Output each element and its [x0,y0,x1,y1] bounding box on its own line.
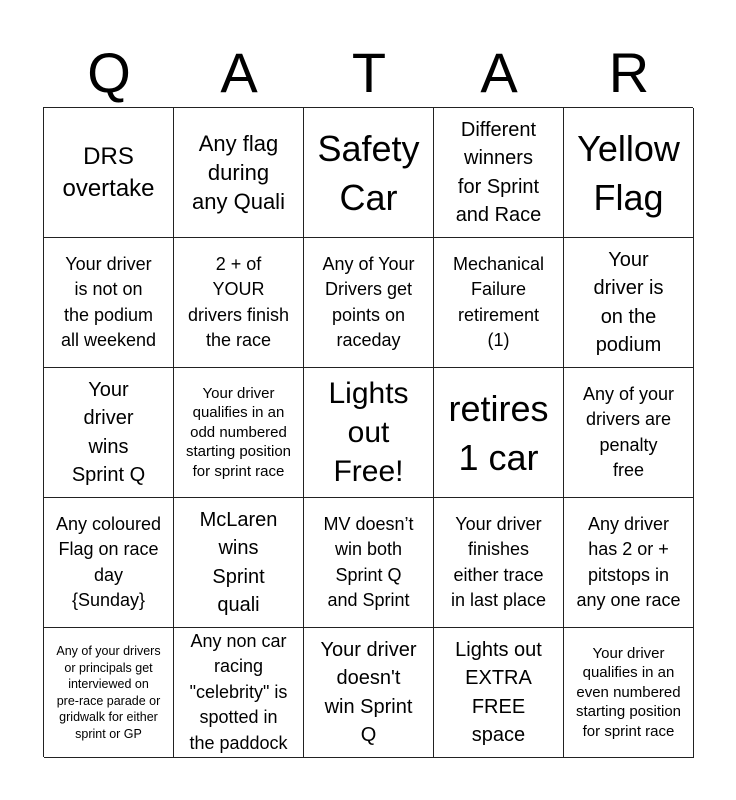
bingo-cell[interactable] [174,498,304,628]
cell-text: McLaren wins Sprint quali [199,508,278,616]
cell-text: Any coloured Flag on race day {Sunday} [55,513,162,610]
bingo-cell[interactable] [564,238,694,368]
header-letter: R [608,41,650,104]
bingo-cell[interactable] [564,368,694,498]
cell-text: Your driver qualifies in an odd numbered starting position for sprint race [185,384,292,480]
cell-text: Lights out EXTRA FREE space [455,638,542,746]
cell-text: Yellow Flag [577,127,680,218]
bingo-card-grid [43,107,693,757]
cell-text: retires 1 car [448,387,549,478]
cell-text: Any of Your Drivers get points on raceday [322,253,415,350]
cell-text: Any flag during any Quali [192,131,285,214]
cell-text: Lights out Free! [328,377,409,488]
header-letter: T [351,41,387,104]
cell-text: DRS overtake [62,142,155,202]
bingo-cell[interactable] [434,368,564,498]
bingo-cell[interactable] [304,108,434,238]
cell-text: Different winners for Sprint and Race [455,118,542,226]
bingo-cell[interactable] [44,368,174,498]
cell-text: Any of your drivers are penalty free [582,383,675,480]
bingo-cell[interactable] [304,238,434,368]
bingo-cell[interactable] [44,238,174,368]
bingo-cell[interactable] [434,238,564,368]
bingo-cell[interactable] [304,498,434,628]
bingo-cell[interactable] [564,628,694,758]
cell-text: Safety Car [317,127,420,218]
bingo-cell[interactable] [174,368,304,498]
bingo-cell[interactable] [44,628,174,758]
bingo-header [44,38,694,108]
header-letter: A [220,41,258,104]
bingo-cell[interactable] [434,108,564,238]
bingo-cell[interactable] [44,498,174,628]
bingo-cell[interactable] [174,238,304,368]
bingo-cell[interactable] [434,628,564,758]
cell-text: Your driver doesn't win Sprint Q [320,638,417,746]
bingo-cell[interactable] [174,108,304,238]
bingo-cell[interactable] [174,628,304,758]
bingo-cell[interactable] [564,108,694,238]
cell-text: MV doesn’t win both Sprint Q and Sprint [323,513,414,610]
bingo-cell[interactable] [304,628,434,758]
cell-text: Mechanical Failure retirement (1) [452,253,545,350]
cell-text: Any non car racing "celebrity" is spotted in the paddock [189,630,288,753]
cell-text: Your driver qualifies in an even numbered starting position for sprint race [575,644,682,740]
bingo-cell[interactable] [304,368,434,498]
cell-text: Your driver finishes either trace in last place [450,513,547,610]
cell-text: Your driver is on the podium [593,248,664,356]
bingo-cell[interactable] [44,108,174,238]
cell-text: 2 + of YOUR drivers finish the race [187,253,290,350]
header-letter: Q [87,41,131,104]
header-letter: A [480,41,518,104]
bingo-cell[interactable] [564,498,694,628]
bingo-cell[interactable] [434,498,564,628]
cell-text: Your driver wins Sprint Q [71,378,146,486]
cell-text: Any of your drivers or principals get interviewed on pre-race parade or gridwalk for either sprint or GP [56,644,161,741]
cell-text: Your driver is not on the podium all weekend [60,253,157,350]
cell-text: Any driver has 2 or + pitstops in any one race [576,513,681,610]
